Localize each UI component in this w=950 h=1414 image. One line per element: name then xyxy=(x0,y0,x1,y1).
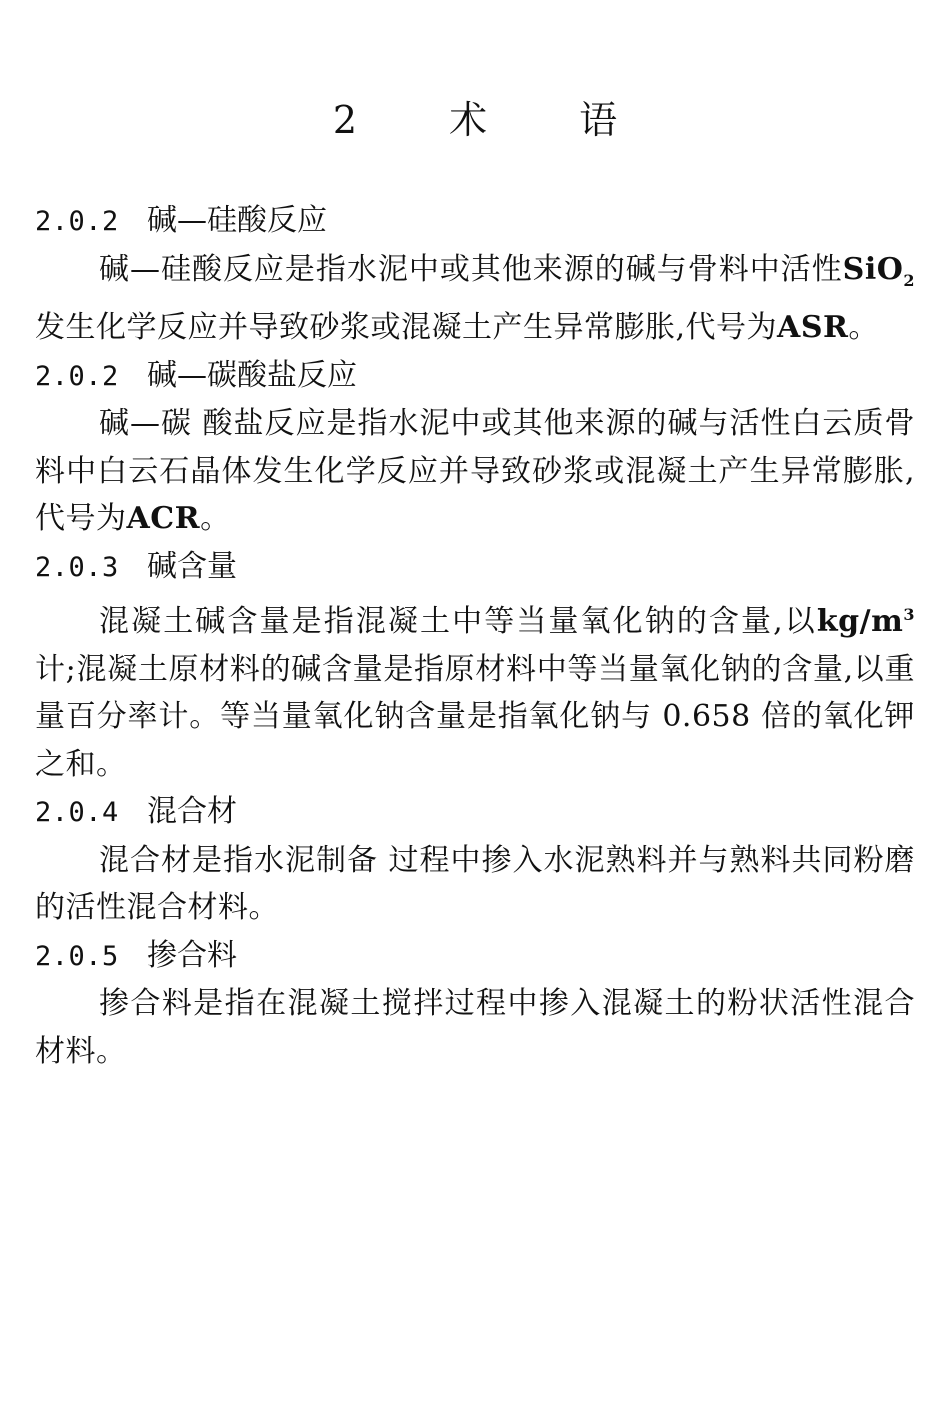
chapter-title xyxy=(0,92,950,148)
terms-list xyxy=(35,197,915,1075)
definition-text: 发生化学反应并导致砂浆或混凝土产生异常膨胀,代号为 xyxy=(35,310,778,345)
term-code: ASR xyxy=(777,310,849,345)
term-name: 碱含量 xyxy=(147,548,237,584)
chapter-title-char-2: 语 xyxy=(579,98,618,142)
term-heading xyxy=(35,543,915,592)
definition-text: 混凝土碱含量是指混凝土中等当量氧化钠的含量,以 xyxy=(99,604,817,639)
chapter-number: 2 xyxy=(332,98,358,142)
term-definition xyxy=(35,591,915,788)
term-number: 2.0.5 xyxy=(35,940,119,972)
definition-text: 计;混凝土原材料的碱含量是指原材料中等当量氧化钠的含量,以重量百分率计。等当量氧化钠含量是指氧化钠与 0.658 倍的氧化钾之和。 xyxy=(35,651,915,782)
term-code: ACR xyxy=(126,501,201,536)
term-number: 2.0.2 xyxy=(35,206,119,237)
unit-superscript: 3 xyxy=(903,605,915,624)
term-definition: 掺合料是指在混凝土搅拌过程中掺入混凝土的粉状活性混合材料。 xyxy=(35,986,915,1069)
chemical-formula xyxy=(842,251,915,290)
term-name: 混合材 xyxy=(147,794,237,829)
definition-end: 。 xyxy=(848,310,879,345)
unit xyxy=(817,604,915,639)
term-definition xyxy=(35,246,915,352)
term-name: 碱—硅酸反应 xyxy=(147,203,327,238)
definition-text: 碱—碳 酸盐反应是指水泥中或其他来源的碱与活性白云质骨料中白云石晶体发生化学反应并导致砂浆或混凝土产生异常膨胀,代号为 xyxy=(35,406,915,536)
term-definition: 混合材是指水泥制备 过程中掺入水泥熟料并与熟料共同粉磨的活性混合材料。 xyxy=(35,842,915,925)
term-number: 2.0.3 xyxy=(35,551,119,583)
term-heading xyxy=(35,352,915,401)
unit-base: kg/m xyxy=(816,604,904,639)
term-name: 碱—碳酸盐反应 xyxy=(147,357,357,393)
term-definition xyxy=(35,400,915,543)
formula-subscript: 2 xyxy=(903,270,915,290)
chapter-title-char-1: 术 xyxy=(449,98,488,142)
term-heading xyxy=(35,932,915,981)
term-number: 2.0.4 xyxy=(35,797,119,828)
definition-text: 碱—硅酸反应是指水泥中或其他来源的碱与骨料中活性 xyxy=(99,251,843,287)
term-name: 掺合料 xyxy=(147,937,237,973)
definition-end: 。 xyxy=(200,501,231,536)
term-number: 2.0.2 xyxy=(35,360,119,392)
formula-base: SiO xyxy=(842,251,904,287)
term-heading xyxy=(35,788,915,837)
term-heading xyxy=(35,197,915,246)
